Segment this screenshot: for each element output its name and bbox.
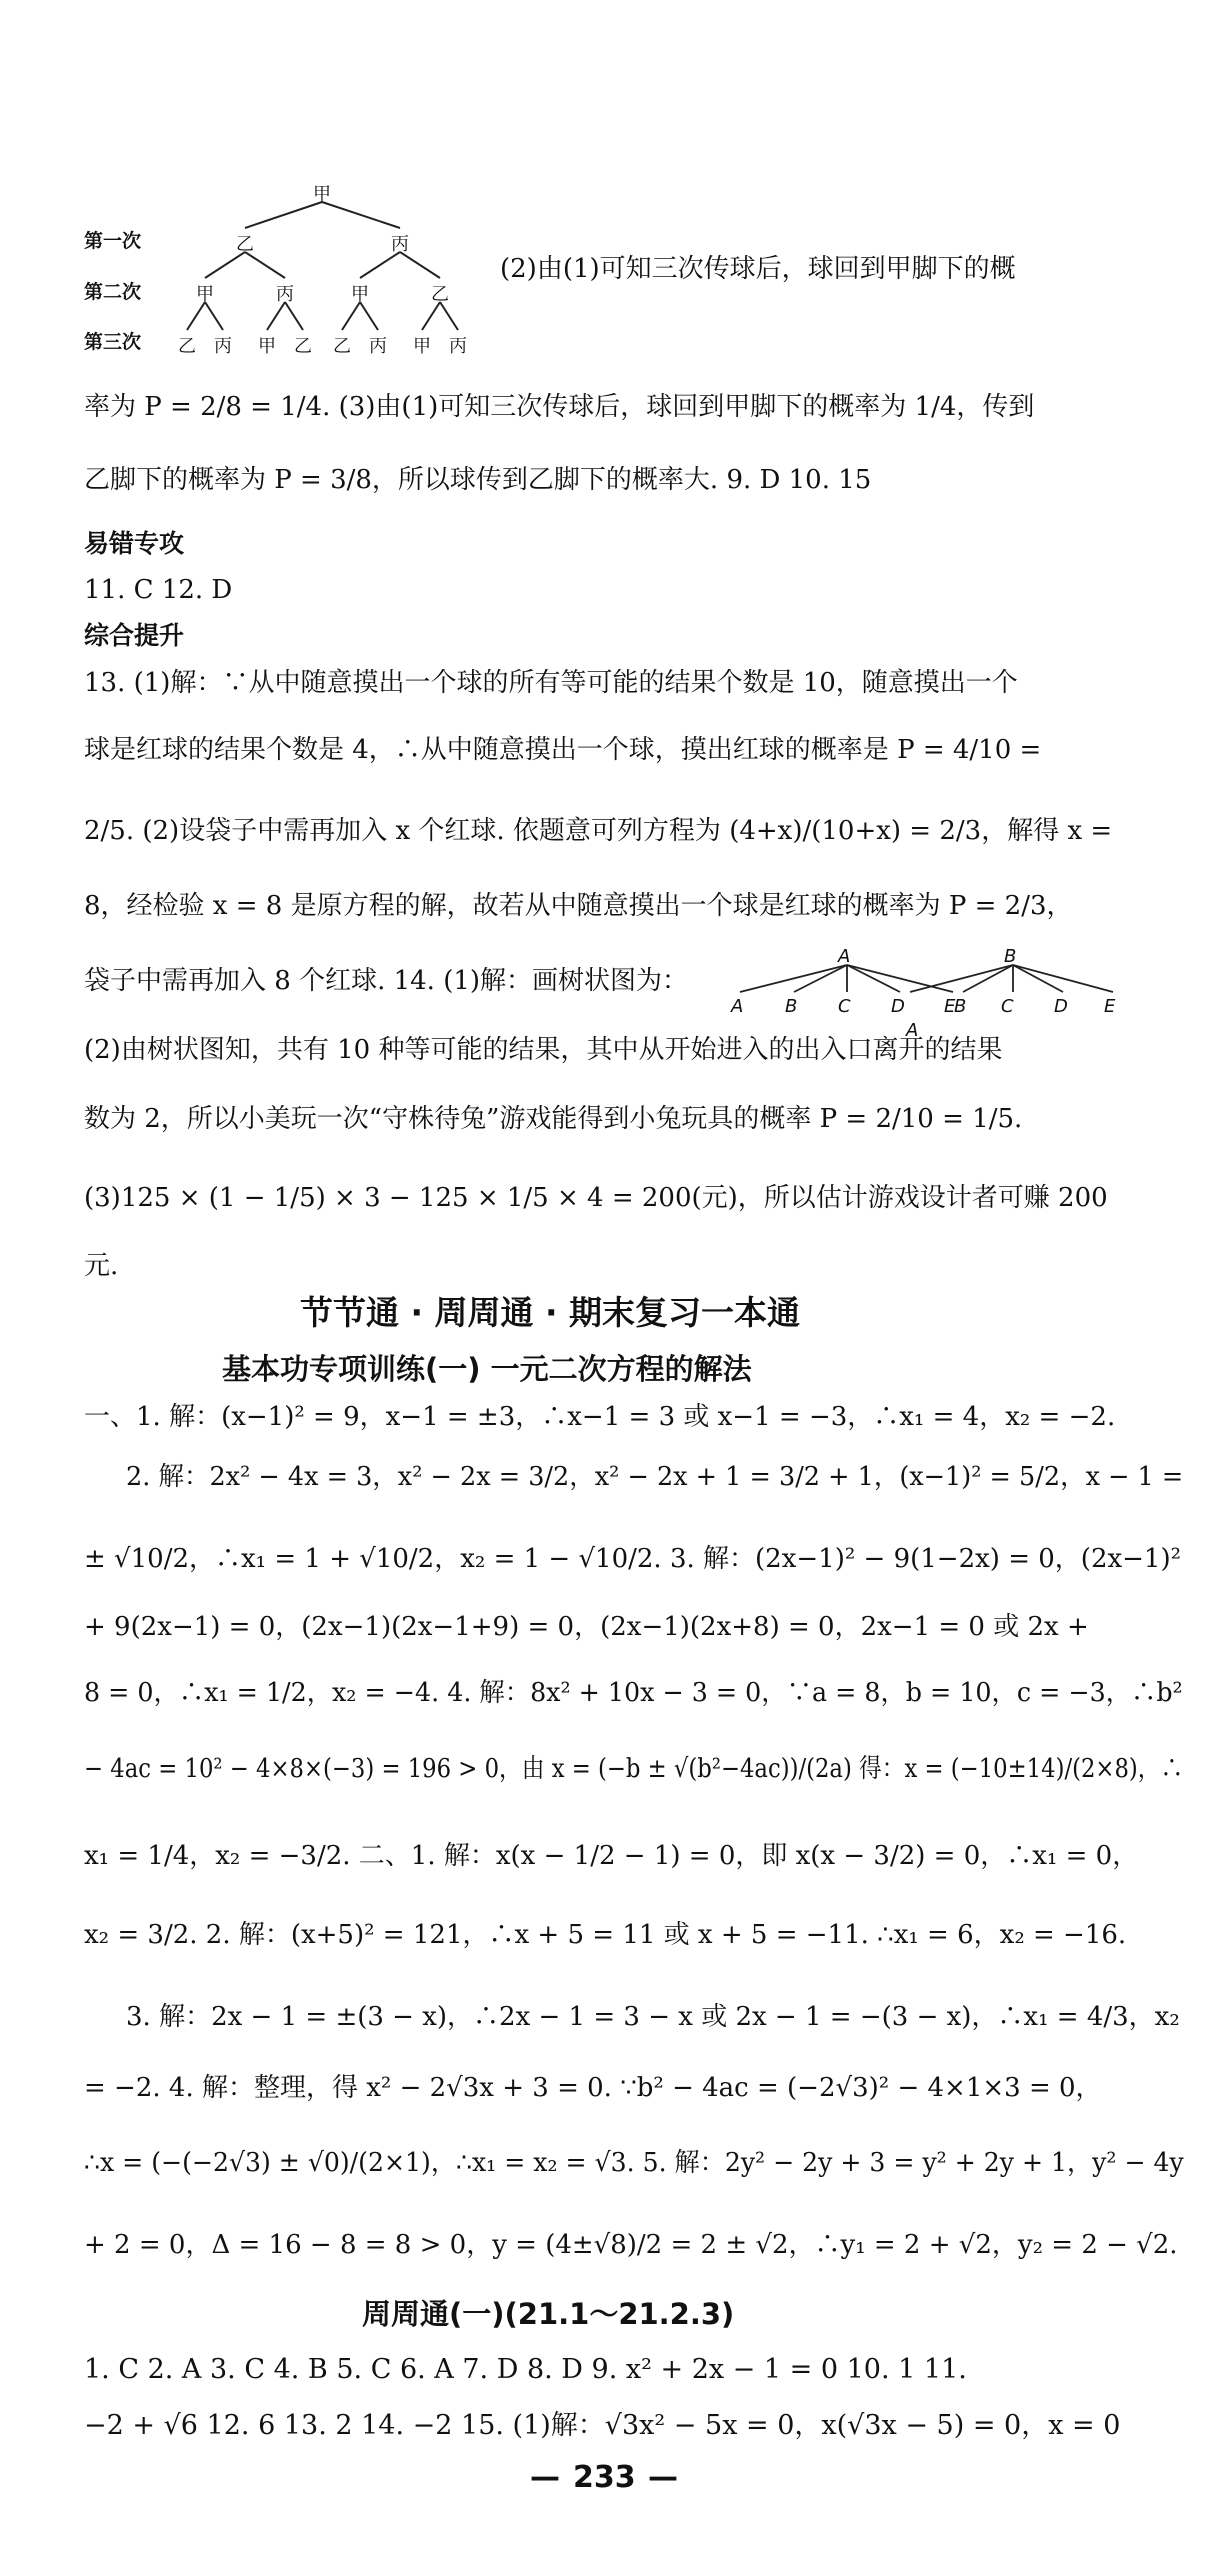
tree-node: 丙 (391, 234, 409, 255)
text-line: − 4ac = 10² − 4×8×(−3) = 196 > 0，由 x = (−b ± √(b²−4ac))/(2a) 得：x = (−10±14)/(2×8)，∴ (84, 1754, 1184, 1784)
tree-node: 乙 (294, 336, 312, 357)
section-title: 基本功专项训练(一) 一元二次方程的解法 (222, 1352, 752, 1386)
text-line: 数为 2，所以小美玩一次“守株待兔”游戏能得到小兔玩具的概率 P = 2/10 = 1/5. (84, 1104, 1023, 1134)
tree14-leaf: E (944, 996, 956, 1017)
tree14-leaf: B (954, 996, 967, 1017)
tree-level-label-3: 第三次 (84, 331, 142, 353)
tree14-leaf: B (785, 996, 798, 1017)
tree-node: 甲 (196, 284, 214, 305)
tree14-leaf: D (891, 996, 905, 1017)
tree-diagram-14-lines (0, 0, 1223, 1100)
tree-node-root: 甲 (313, 184, 331, 205)
text-line: −2 + √6 12. 6 13. 2 14. −2 15. (1)解：√3x² − 5x = 0，x(√3x − 5) = 0，x = 0 (84, 2410, 1121, 2441)
tree-node: 丙 (276, 284, 294, 305)
text-line: 球是红球的结果个数是 4，∴从中随意摸出一个球，摸出红球的概率是 P = 4/10 = (84, 735, 1042, 765)
book-title: 节节通 · 周周通 · 期末复习一本通 (300, 1293, 801, 1332)
page-number: 233 (573, 2460, 636, 2495)
text-line: 元. (84, 1251, 119, 1281)
text-line: 2/5. (2)设袋子中需再加入 x 个红球. 依题意可列方程为 (4+x)/(10+x) = 2/3，解得 x = (84, 816, 1113, 846)
text-line: (2)由(1)可知三次传球后，球回到甲脚下的概 (500, 254, 1016, 284)
text-line: = −2. 4. 解：整理，得 x² − 2√3x + 3 = 0. ∵b² − 4ac = (−2√3)² − 4×1×3 = 0， (84, 2073, 1102, 2103)
page-number-dash-left: — (530, 2460, 560, 2495)
section-heading: 易错专攻 (84, 529, 185, 558)
text-line: + 2 = 0，Δ = 16 − 8 = 8 > 0，y = (4±√8)/2 = 2 ± √2，∴y₁ = 2 + √2，y₂ = 2 − √2. (84, 2230, 1178, 2260)
tree-node: 乙 (333, 336, 351, 357)
tree-node: 乙 (178, 336, 196, 357)
tree14-leaf: D (1054, 996, 1068, 1017)
tree14-leaf: A (731, 996, 744, 1017)
tree-node: 丙 (449, 336, 467, 357)
text-line: 1. C 2. A 3. C 4. B 5. C 6. A 7. D 8. D 9. x² + 2x − 1 = 0 10. 1 11. (84, 2354, 967, 2385)
text-line: 8，经检验 x = 8 是原方程的解，故若从中随意摸出一个球是红球的概率为 P = 2/3， (84, 891, 1073, 921)
text-line: 率为 P = 2/8 = 1/4. (3)由(1)可知三次传球后，球回到甲脚下的概率为 1/4，传到 (84, 392, 1035, 422)
text-line: x₂ = 3/2. 2. 解：(x+5)² = 121，∴x + 5 = 11 或 x + 5 = −11. ∴x₁ = 6，x₂ = −16. (84, 1920, 1127, 1950)
text-line: 3. 解：2x − 1 = ±(3 − x)，∴2x − 1 = 3 − x 或 2x − 1 = −(3 − x)，∴x₁ = 4/3，x₂ (126, 2002, 1180, 2032)
tree14-leaf: C (838, 996, 851, 1017)
tree-node: 甲 (413, 336, 431, 357)
text-line: + 9(2x−1) = 0，(2x−1)(2x−1+9) = 0，(2x−1)(2x+8) = 0，2x−1 = 0 或 2x + (84, 1612, 1089, 1642)
tree-node: 甲 (258, 336, 276, 357)
tree-node: 丙 (369, 336, 387, 357)
text-line: 乙脚下的概率为 P = 3/8，所以球传到乙脚下的概率大. 9. D 10. 15 (84, 465, 872, 495)
text-line: 13. (1)解：∵从中随意摸出一个球的所有等可能的结果个数是 10，随意摸出一个 (84, 668, 1018, 698)
tree-node: 乙 (431, 284, 449, 305)
text-line: 11. C 12. D (84, 575, 233, 605)
section-heading: 综合提升 (84, 621, 185, 650)
page-number-dash-right: — (648, 2460, 678, 2495)
tree-node: 甲 (351, 284, 369, 305)
tree-node: 乙 (236, 234, 254, 255)
text-line: 8 = 0，∴x₁ = 1/2，x₂ = −4. 4. 解：8x² + 10x − 3 = 0，∵a = 8，b = 10，c = −3，∴b² (84, 1678, 1183, 1708)
text-line: x₁ = 1/4，x₂ = −3/2. 二、1. 解：x(x − 1/2 − 1) = 0，即 x(x − 3/2) = 0，∴x₁ = 0， (84, 1841, 1139, 1871)
text-line: 一、1. 解：(x−1)² = 9，x−1 = ±3，∴x−1 = 3 或 x−1 = −3，∴x₁ = 4，x₂ = −2. (84, 1402, 1116, 1432)
tree14-leaf: C (1001, 996, 1014, 1017)
tree14-leaf: E (1104, 996, 1116, 1017)
text-line: ± √10/2，∴x₁ = 1 + √10/2，x₂ = 1 − √10/2. 3. 解：(2x−1)² − 9(1−2x) = 0，(2x−1)² (84, 1544, 1182, 1574)
text-line: 袋子中需再加入 8 个红球. 14. (1)解：画树状图为： (84, 966, 689, 996)
tree14-root-a: A (838, 946, 851, 967)
tree-level-label-1: 第一次 (84, 230, 142, 252)
section-title: 周周通(一)(21.1～21.2.3) (362, 2297, 735, 2331)
tree-level-label-2: 第二次 (84, 281, 142, 303)
tree14-root-b: B (1004, 946, 1017, 967)
text-line: (2)由树状图知，共有 10 种等可能的结果，其中从开始进入的出入口离开的结果 (84, 1035, 1003, 1065)
text-line: ∴x = (−(−2√3) ± √0)/(2×1)，∴x₁ = x₂ = √3. 5. 解：2y² − 2y + 3 = y² + 2y + 1，y² − 4y (84, 2148, 1184, 2178)
text-line: (3)125 × (1 − 1/5) × 3 − 125 × 1/5 × 4 = 200(元)，所以估计游戏设计者可赚 200 (84, 1183, 1108, 1213)
text-line: 2. 解：2x² − 4x = 3，x² − 2x = 3/2，x² − 2x + 1 = 3/2 + 1，(x−1)² = 5/2，x − 1 = (126, 1462, 1184, 1492)
tree-node: 丙 (214, 336, 232, 357)
tree14-leaf: A (906, 1020, 919, 1041)
